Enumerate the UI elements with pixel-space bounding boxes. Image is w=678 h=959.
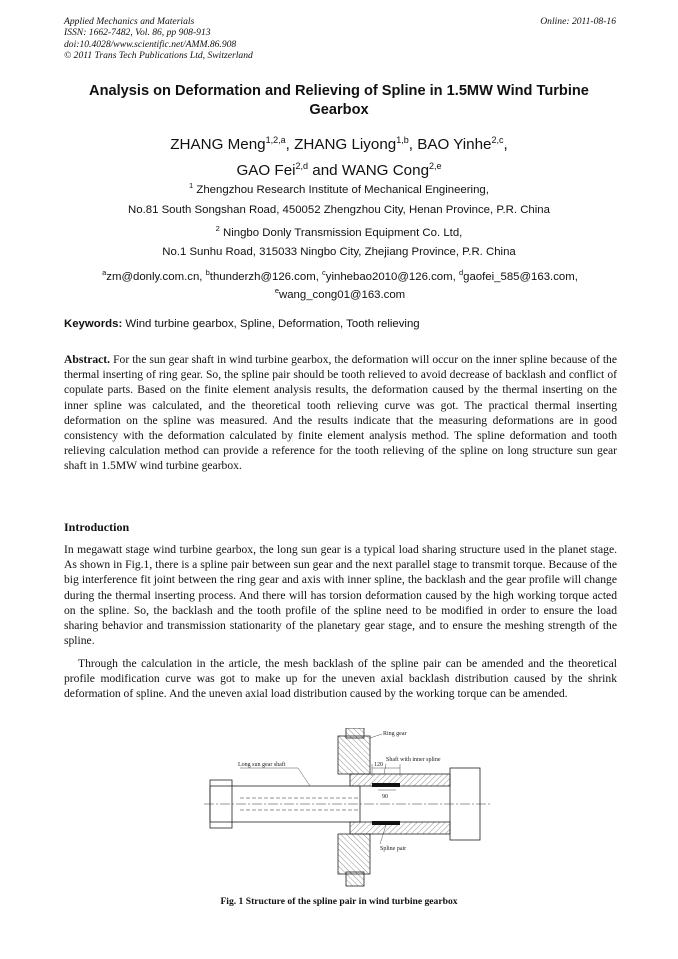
author-sup: 2,c <box>491 135 504 145</box>
affiliation-2-line-2: No.1 Sunhu Road, 315033 Ningbo City, Zhejiang Province, P.R. China <box>162 246 516 258</box>
label-long-sun-gear-shaft: Long sun gear shaft <box>238 762 286 768</box>
author-sup: 2,d <box>295 160 309 171</box>
author-sup: 1,2,a <box>265 135 286 145</box>
abstract <box>64 352 617 474</box>
author-list <box>0 130 678 181</box>
dimension-90: 90 <box>382 794 388 800</box>
intro-paragraph-2: Through the calculation in the article, the mesh backlash of the spline pair can be amended and the theoretical profile modification curve was got to make up for the uneven axial backlash distribution caused by the shrink deformation of spline. And the uneven axial load distribution caused by the working torque can be amended. <box>64 657 617 701</box>
online-date: Online: 2011-08-16 <box>540 16 616 27</box>
spline-pair-bottom <box>372 821 400 825</box>
dimension-120: 120 <box>374 762 383 768</box>
author-sup: 2,e <box>429 160 442 171</box>
author-line-1: ZHANG Meng$^{1,2,a}$, ZHANG Liyong$^{1,b}$, BAO Yinhe$^{2,c}$, <box>170 135 508 154</box>
intro-paragraph-1: In megawatt stage wind turbine gearbox, the long sun gear is a typical load sharing structure used in the planet stage. As shown in Fig.1, there is a spline pair between sun gear and the next parallel stage to transmit torque. Because of the big interference fit joint between the ring gear and axis with inner spline, the backlash and the gear profile will change during the thermal inserting process. And there will has torsion deformation caused by the high working torque acted on the spline. So, the backlash and the tooth profile of the spline need to be modified in order to ensure the load sharing behavior and transmission stationarity of the planetary gear stage, and to ensure the meshing strength of the spline. <box>64 543 617 648</box>
email-list <box>80 266 600 302</box>
keywords-label: Keywords: <box>64 318 123 330</box>
author-sup: 1,b <box>396 135 409 145</box>
spline-pair-top <box>372 783 400 787</box>
section-heading-introduction: Introduction <box>64 520 130 534</box>
issn-line: ISSN: 1662-7482, Vol. 86, pp 908-913 <box>64 27 211 39</box>
spline-pair-figure <box>200 728 500 896</box>
abstract-label: Abstract. <box>64 353 111 366</box>
copyright-line: © 2011 Trans Tech Publications Ltd, Switzerland <box>64 49 253 61</box>
keywords-text: Wind turbine gearbox, Spline, Deformation, Tooth relieving <box>125 318 420 330</box>
author-line-2: GAO Fei$^{2,d}$ and WANG Cong$^{2,e}$ <box>236 160 442 179</box>
author-name: GAO Fei <box>236 161 296 179</box>
affiliation-2-line-1: $^2$ Ningbo Donly Transmission Equipment Co. Ltd, <box>215 224 463 239</box>
figure-caption: Fig. 1 Structure of the spline pair in wind turbine gearbox <box>220 896 458 907</box>
label-spline-pair: Spline pair <box>380 846 407 852</box>
abstract-text: For the sun gear shaft in wind turbine gearbox, the deformation will occur on the inner spline because of the thermal inserting of ring gear. So, the spline pair should be tooth relieved to avoid decrease of backlash and conflict of copulate parts. Based on the finite element analysis results, the deformation caused by the thermal inserting on the inner spline was calculated, and the theoretical tooth relieving curve was got. The practical thermal inserting deformation on the spline was measured. And the results indicate that the measuring deformations are in good consistency with the deformation calculated by finite element analysis method. The spline deformation and tooth relieving calculation method can provide a reference for the tooth relieving of the spline on long structure sun gear shaft in 1.5MW wind turbine gearbox. <box>64 353 617 473</box>
author-name: ZHANG Liyong <box>294 136 397 154</box>
affiliation-1-line-1: $^1$ Zhengzhou Research Institute of Mechanical Engineering, <box>189 181 489 196</box>
email[interactable]: $^a$zm@donly.com.cn, <box>102 268 206 283</box>
keywords <box>64 318 420 330</box>
email[interactable]: $^d$gaofei_585@163.com, <box>458 268 578 283</box>
label-shaft-inner-spline: Shaft with inner spline <box>386 757 441 763</box>
author-name: BAO Yinhe <box>417 136 492 154</box>
ring-gear-top <box>338 736 370 774</box>
journal-header <box>64 16 253 61</box>
email[interactable]: $^c$yinhebao2010@126.com, <box>322 268 459 283</box>
journal-name: Applied Mechanics and Materials <box>64 16 195 27</box>
email[interactable]: $^e$wang_cong01@163.com <box>274 285 406 301</box>
author-name: WANG Cong <box>341 161 430 179</box>
ring-gear-bottom <box>338 834 370 874</box>
label-ring-gear: Ring gear <box>383 731 407 737</box>
paper-title: Analysis on Deformation and Relieving of Spline in 1.5MW Wind Turbine Gearbox <box>89 83 589 118</box>
author-name: ZHANG Meng <box>170 136 266 154</box>
affiliation-1-line-2: No.81 South Songshan Road, 450052 Zhengzhou City, Henan Province, P.R. China <box>128 204 550 216</box>
email[interactable]: $^b$thunderzh@126.com, <box>205 268 323 283</box>
doi-line: doi:10.4028/www.scientific.net/AMM.86.908 <box>64 38 237 50</box>
